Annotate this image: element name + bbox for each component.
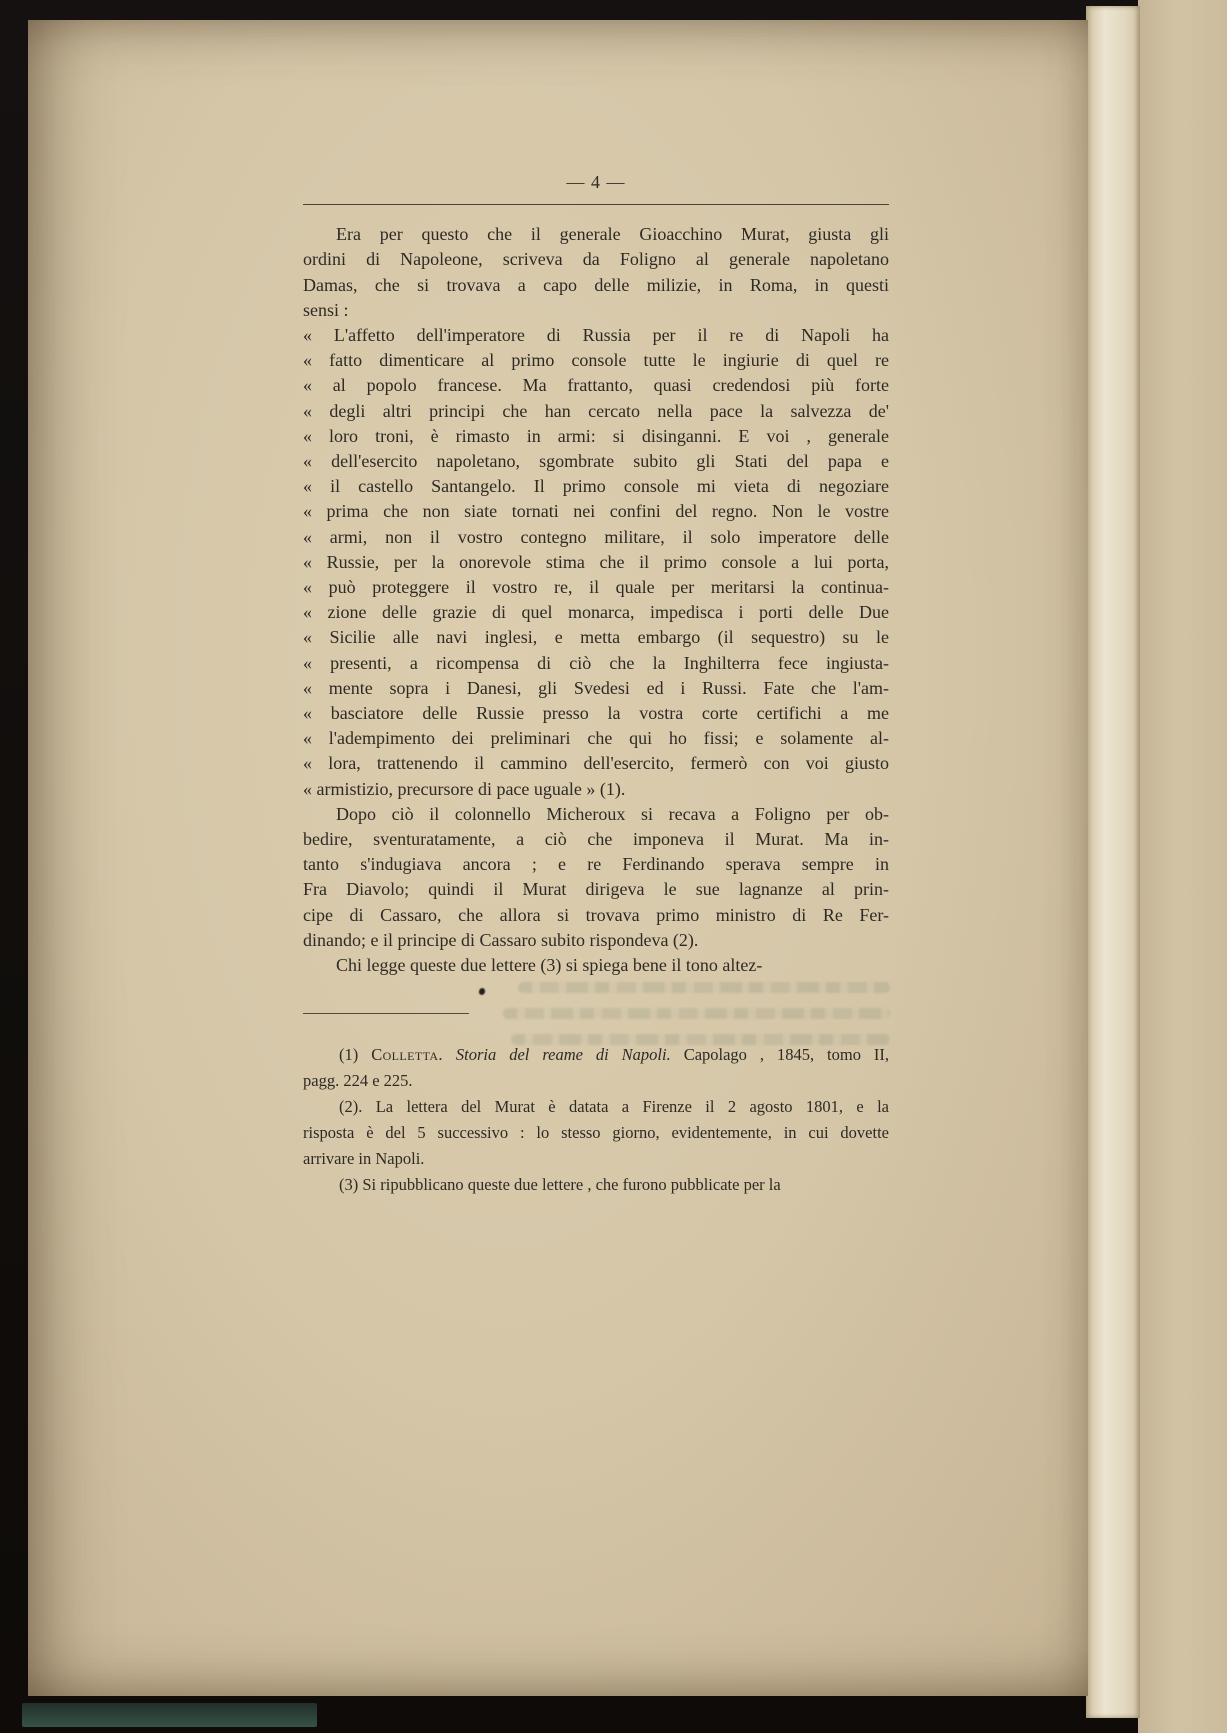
text-line: ordini di Napoleone, scriveva da Foligno al generale napoletano <box>303 249 889 270</box>
text-line: Dopo ciò il colonnello Micheroux si recava a Foligno per ob- <box>336 803 889 824</box>
text-line: « L'affetto dell'imperatore di Russia per il re di Napoli ha <box>303 325 889 346</box>
paragraph-1 <box>303 222 889 323</box>
text-line: sensi : <box>303 299 349 320</box>
footnote-1-line-2: pagg. 224 e 225. <box>303 1071 413 1090</box>
text-line: « basciatore delle Russie presso la vostra corte certifichi a me <box>303 703 889 724</box>
footnote-1-title: Storia del reame di Napoli. <box>455 1045 671 1064</box>
footnote-1-text: Capolago , 1845, tomo II, <box>683 1045 890 1064</box>
text-line: « prima che non siate tornati nei confini del regno. Non le vostre <box>303 501 889 522</box>
book-cover-sliver <box>22 1703 317 1727</box>
quoted-letter <box>303 323 889 802</box>
book-page <box>28 20 1088 1696</box>
text-line: « fatto dimenticare al primo console tutte le ingiurie di quel re <box>303 350 889 371</box>
text-line: « armi, non il vostro contegno militare, il solo imperatore delle <box>303 526 889 547</box>
footnotes <box>303 1042 889 1198</box>
text-line: arrivare in Napoli. <box>303 1149 425 1168</box>
text-line: « Sicilie alle navi inglesi, e metta embargo (il sequestro) su le <box>303 627 889 648</box>
page-number: — 4 — <box>566 172 626 192</box>
text-line: bedire, sventuratamente, a ciò che imponeva il Murat. Ma in- <box>303 829 889 850</box>
text-line: tanto s'indugiava ancora ; e re Ferdinando sperava sempre in <box>303 854 889 875</box>
text-block <box>303 170 890 1194</box>
paragraph-3 <box>303 953 889 978</box>
underlying-page <box>1138 0 1227 1733</box>
ink-mark <box>478 987 486 996</box>
footnote-1-line-1 <box>303 1042 889 1068</box>
text-line: dinando; e il principe di Cassaro subito rispondeva (2). <box>303 929 699 950</box>
footnote-3 <box>303 1172 889 1198</box>
header-rule <box>303 204 889 205</box>
text-line: (2). La lettera del Murat è datata a Firenze il 2 agosto 1801, e la <box>339 1097 889 1116</box>
text-line: « presenti, a ricompensa di ciò che la Inghilterra fece ingiusta- <box>303 652 889 673</box>
footnote-1-author: Colletta. <box>371 1045 443 1064</box>
text-line: « Russie, per la onorevole stima che il primo console a lui porta, <box>303 551 889 572</box>
paragraph-2 <box>303 802 889 953</box>
text-line: « al popolo francese. Ma frattanto, quasi credendosi più forte <box>303 375 889 396</box>
text-line: « dell'esercito napoletano, sgombrate subito gli Stati del papa e <box>303 451 889 472</box>
text-line: « zione delle grazie di quel monarca, impedisca i porti delle Due <box>303 602 889 623</box>
text-line: « degli altri principi che han cercato nella pace la salvezza de' <box>303 400 889 421</box>
text-line: « mente sopra i Danesi, gli Svedesi ed i Russi. Fate che l'am- <box>303 677 889 698</box>
bleed-through-line <box>518 982 890 993</box>
text-line: Damas, che si trovava a capo delle milizie, in Roma, in questi <box>303 274 889 295</box>
footnote-1-number: (1) <box>339 1045 359 1064</box>
text-line: « l'adempimento dei preliminari che qui ho fissi; e solamente al- <box>303 728 889 749</box>
text-line: Fra Diavolo; quindi il Murat dirigeva le sue lagnanze al prin- <box>303 879 889 900</box>
text-line: « il castello Santangelo. Il primo console mi vieta di negoziare <box>303 476 889 497</box>
text-line: « armistizio, precursore di pace uguale » (1). <box>303 778 626 799</box>
footnote-2 <box>303 1094 889 1172</box>
text-line: « loro troni, è rimasto in armi: si disinganni. E voi , generale <box>303 425 889 446</box>
footnote-separator <box>303 1013 469 1014</box>
text-line: « può proteggere il vostro re, il quale per meritarsi la continua- <box>303 577 889 598</box>
text-line: Era per questo che il generale Gioacchino Murat, giusta gli <box>336 224 889 245</box>
text-line: risposta è del 5 successivo : lo stesso giorno, evidentemente, in cui dovette <box>303 1123 889 1142</box>
page-edge <box>1086 6 1140 1718</box>
text-line: Chi legge queste due lettere (3) si spiega bene il tono altez- <box>336 955 763 976</box>
text-line: « lora, trattenendo il cammino dell'esercito, fermerò con voi giusto <box>303 753 889 774</box>
bleed-through-line <box>503 1008 890 1019</box>
text-line: (3) Si ripubblicano queste due lettere , che furono pubblicate per la <box>339 1175 781 1194</box>
text-line: cipe di Cassaro, che allora si trovava primo ministro di Re Fer- <box>303 904 889 925</box>
